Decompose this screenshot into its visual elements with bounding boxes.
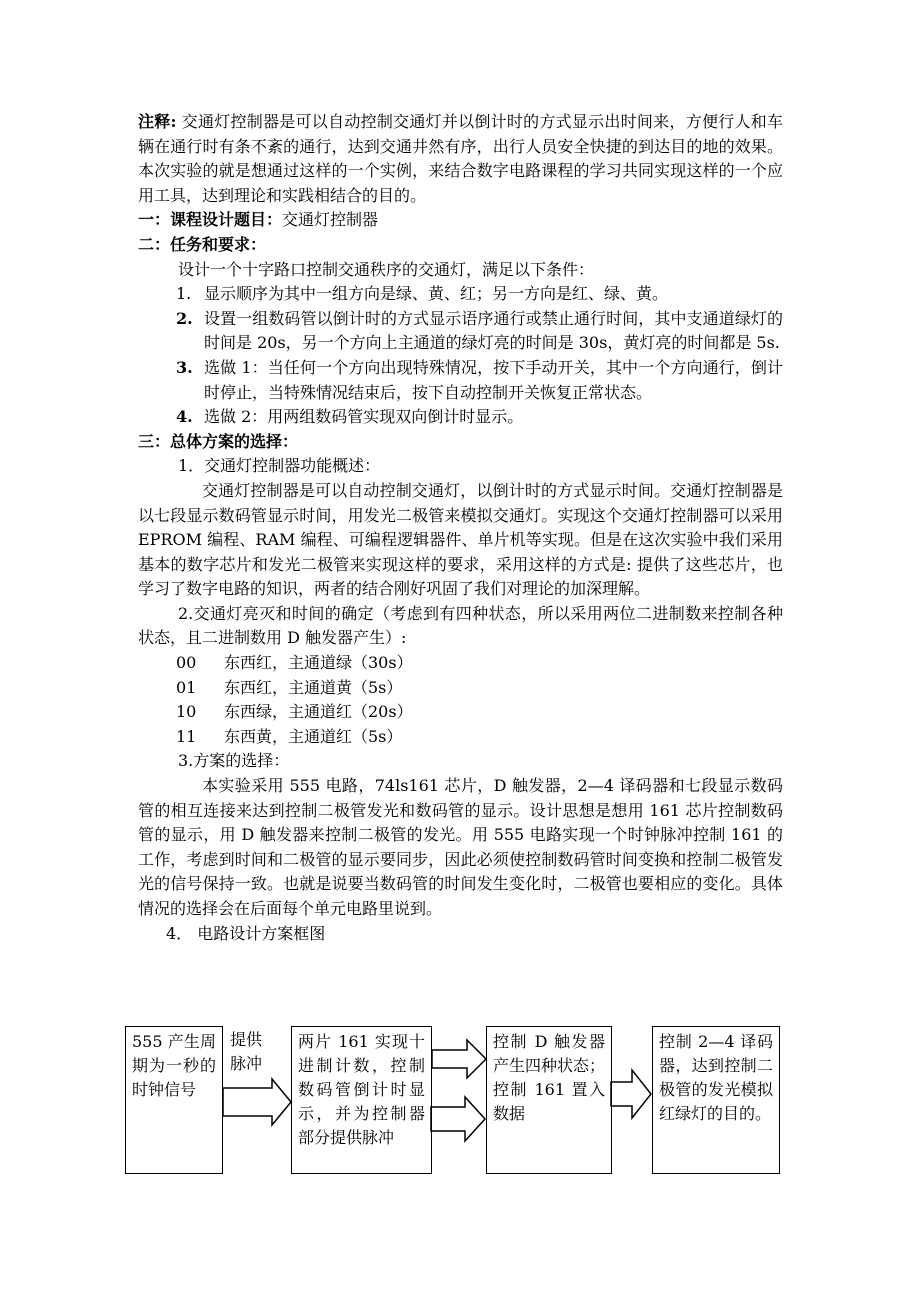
list-item — [138, 405, 783, 430]
list-number: 3. — [176, 357, 193, 377]
state-desc: 东西红，主通道绿（30s） — [224, 653, 413, 673]
intro-text: 交通灯控制器是可以自动控制交通灯并以倒计时的方式显示出时间来，方便行人和车辆在通行时有条不紊的通行，达到交通井然有序，出行人员安全快捷的到达目的地的效果。本次实验的就是想通过这样的一个实例，来结合数字电路课程的学习共同实现这样的一个应用工具，达到理论和实践相结合的目的。 — [138, 112, 783, 205]
intro-paragraph: 注释: 交通灯控制器是可以自动控制交通灯并以倒计时的方式显示出时间来，方便行人和车辆在通行时有条不紊的通行，达到交通井然有序，出行人员安全快捷的到达目的地的效果。本次实验的就是想通过这样的一个实例，来结合数字电路课程的学习共同实现这样的一个应用工具，达到理论和实践相结合的目的。 — [138, 112, 783, 205]
state-row — [138, 700, 783, 725]
state-row — [138, 651, 783, 676]
box-clock-555: 555 产生周期为一秒的时钟信号 — [125, 1026, 223, 1174]
arrow-left-icon — [432, 1040, 486, 1078]
state-code: 01 — [176, 677, 197, 697]
list-text: 设置一组数码管以倒计时的方式显示语序通行或禁止通行时间，其中支通道绿灯的时间是 20s，另一个方向上主通道的绿灯亮的时间是 30s，黄灯亮的时间都是 5s. — [204, 308, 783, 353]
list-text: 选做 2：用两组数码管实现双向倒计时显示。 — [204, 407, 524, 427]
section-2-lead: 设计一个十字路口控制交通秩序的交通灯，满足以下条件： — [178, 259, 595, 279]
state-code: 10 — [176, 702, 197, 722]
label-pulse: 提供脉冲 — [230, 1030, 263, 1073]
box-decoder: 控制 2—4 译码器，达到控制二极管的发光模拟红绿灯的目的。 — [652, 1026, 780, 1174]
list-item — [138, 307, 783, 356]
state-code: 11 — [176, 726, 197, 746]
state-desc: 东西黄，主通道红（5s） — [224, 726, 403, 746]
list-text: 选做 1：当任何一个方向出现特殊情况，按下手动开关，其中一个方向通行，倒计时停止，当特殊情况结束后，按下自动控制开关恢复正常状态。 — [204, 357, 783, 402]
block-diagram — [124, 1024, 784, 1176]
subsection-2-text: 2.交通灯亮灭和时间的确定（考虑到有四种状态，所以采用两位二进制数来控制各种状态，且二进制数用 D 触发器产生）: — [138, 603, 783, 648]
arrow-right-icon — [611, 1070, 651, 1118]
list-number: 2. — [176, 308, 193, 328]
state-code: 00 — [176, 653, 197, 673]
subsection-1-title: 1．交通灯控制器功能概述： — [178, 456, 381, 476]
state-row — [138, 725, 783, 750]
section-1-value: 交通灯控制器 — [282, 210, 379, 230]
section-1 — [138, 208, 783, 233]
section-1-label: 一：课程设计题目： — [138, 210, 283, 230]
document-body — [138, 110, 783, 946]
state-row — [138, 676, 783, 701]
list-text: 显示顺序为其中一组方向是绿、黄、红；另一方向是红、绿、黄。 — [204, 284, 669, 304]
subsection-3-text: 本实验采用 555 电路，74ls161 芯片，D 触发器，2—4 译码器和七段显示数码管的相互连接来达到控制二极管发光和数码管的显示。设计思想是想用 161 芯片控制数码管的显示，用 D 触发器来控制二极管的发光。用 555 电路实现一个时钟脉冲控制 161 的工作，考虑到时间和二极管的显示要同步，因此必须使控制数码管时间变换和控制二极管发光的信号保持一致。也就是说要当数码管的时间发生变化时，二极管也要相应的变化。具体情况的选择会在后面每个单元电路里说到。 — [138, 776, 783, 918]
section-3-label: 三：总体方案的选择： — [138, 431, 299, 451]
arrow-right-icon — [223, 1079, 291, 1125]
state-desc: 东西红，主通道黄（5s） — [224, 677, 403, 697]
list-number: 1. — [176, 284, 192, 304]
state-desc: 东西绿，主通道红（20s） — [224, 702, 413, 722]
subsection-4-title: 4． 电路设计方案框图 — [166, 923, 326, 943]
list-number: 4. — [176, 407, 193, 427]
box-counter-161: 两片 161 实现十进制计数，控制数码管倒计时显示，并为控制器部分提供脉冲 — [291, 1026, 432, 1174]
box-d-flipflop: 控制 D 触发器产生四种状态；控制 161 置入数据 — [486, 1026, 612, 1174]
list-item — [138, 282, 783, 307]
list-item — [138, 356, 783, 405]
intro-label: 注释 — [138, 112, 171, 131]
subsection-1-text: 交通灯控制器是可以自动控制交通灯，以倒计时的方式显示时间。交通灯控制器是以七段显示数码管显示时间，用发光二极管来模拟交通灯。实现这个交通灯控制器可以采用 EPROM 编程、RAM 编程、可编程逻辑器件、单片机等实现。但是在这次实验中我们采用基本的数字芯片和发光二极管来实现这样的要求，采用这样的方式是: 提供了这些芯片，也学习了数字电路的知识，两者的结合刚好巩固了我们对理论的加深理解。 — [138, 480, 783, 599]
subsection-3-title: 3.方案的选择： — [178, 751, 290, 771]
section-2-label: 二：任务和要求： — [138, 234, 267, 254]
arrow-right-icon — [431, 1097, 485, 1141]
